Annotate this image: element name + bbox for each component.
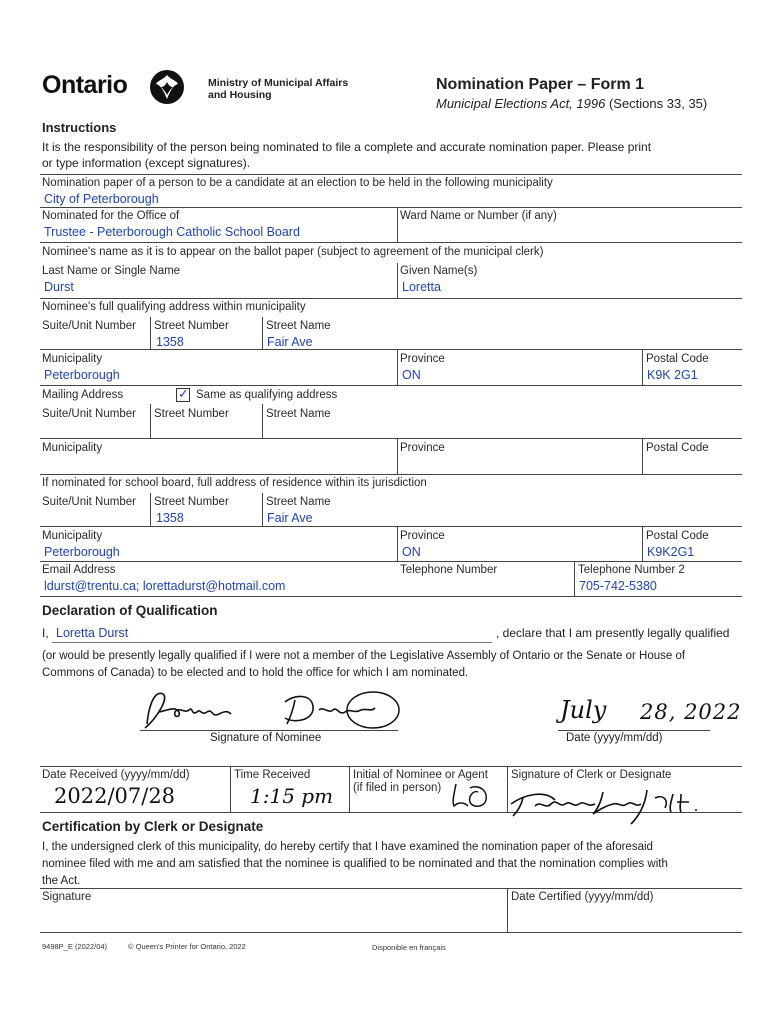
rule — [40, 561, 742, 562]
qual-postal-label: Postal Code — [646, 353, 709, 365]
nominee-signature — [135, 684, 415, 732]
certification-signature-label: Signature — [42, 891, 92, 903]
handwritten-date-rest: 28, 2022 — [640, 700, 742, 724]
school-street-number-value[interactable]: 1358 — [156, 511, 184, 525]
date-label: Date (yyyy/mm/dd) — [566, 732, 663, 744]
school-municipality-value[interactable]: Peterborough — [44, 545, 120, 559]
rule — [642, 349, 643, 385]
ministry-line-1: Ministry of Municipal Affairs — [208, 77, 349, 89]
municipality-value[interactable]: City of Peterborough — [44, 192, 159, 206]
act-sections: (Sections 33, 35) — [605, 96, 708, 111]
rule — [40, 385, 742, 386]
initial-label-1: Initial of Nominee or Agent — [353, 769, 488, 781]
instructions-line-2: or type information (except signatures). — [42, 156, 251, 170]
rule — [397, 263, 398, 298]
ministry-line-2: and Housing — [208, 89, 272, 101]
municipality-label: Nomination paper of a person to be a candidate at an election to be held in the following municipality — [42, 177, 553, 189]
qual-municipality-label: Municipality — [42, 353, 103, 365]
rule — [40, 242, 742, 243]
school-street-name-label: Street Name — [266, 496, 331, 508]
ontario-wordmark: Ontario — [42, 71, 128, 99]
phone2-label: Telephone Number 2 — [578, 564, 685, 576]
school-province-value[interactable]: ON — [402, 545, 421, 559]
handwritten-date-month: July — [560, 696, 607, 724]
mail-street-name-label: Street Name — [266, 408, 331, 420]
rule — [150, 404, 151, 438]
receipt-divider — [349, 766, 350, 812]
rule — [262, 317, 263, 349]
qual-municipality-value[interactable]: Peterborough — [44, 368, 120, 382]
rule — [150, 317, 151, 349]
rule — [262, 493, 263, 526]
email-label: Email Address — [42, 564, 116, 576]
mail-municipality-label: Municipality — [42, 442, 103, 454]
rule — [642, 526, 643, 561]
trillium-logo-icon — [148, 68, 186, 106]
office-value[interactable]: Trustee - Peterborough Catholic School Board — [44, 225, 300, 239]
nominee-initials — [448, 780, 496, 810]
time-received-label: Time Received — [234, 769, 311, 781]
certification-bottom-rule — [40, 932, 742, 933]
certification-line-2: nominee filed with me and am satisfied that the nominee is qualified to be nominated and that the nomination complies with — [42, 858, 668, 870]
checkmark-icon: ✓ — [178, 386, 189, 401]
rule — [262, 404, 263, 438]
declaration-line-3: Commons of Canada) to be elected and to hold the office for which I am nominated. — [42, 667, 469, 679]
time-received-value: 1:15 pm — [250, 784, 334, 808]
copyright: © Queen's Printer for Ontario, 2022 — [128, 942, 246, 951]
last-name-label: Last Name or Single Name — [42, 265, 181, 277]
school-postal-label: Postal Code — [646, 530, 709, 542]
nominee-signature-line — [140, 730, 398, 731]
school-street-name-value[interactable]: Fair Ave — [267, 511, 313, 525]
given-name-label: Given Name(s) — [400, 265, 478, 277]
receipt-divider — [230, 766, 231, 812]
rule — [642, 438, 643, 474]
qual-street-name-label: Street Name — [266, 320, 331, 332]
phone2-value[interactable]: 705-742-5380 — [579, 579, 657, 593]
date-certified-label: Date Certified (yyyy/mm/dd) — [511, 891, 654, 903]
school-suite-label: Suite/Unit Number — [42, 496, 136, 508]
qualifying-address-label: Nominee's full qualifying address within municipality — [42, 301, 306, 313]
rule — [40, 474, 742, 475]
act-name: Municipal Elections Act, 1996 — [436, 96, 606, 111]
initial-label-2: (if filed in person) — [353, 782, 442, 794]
last-name-value[interactable]: Durst — [44, 280, 74, 294]
header — [0, 0, 770, 120]
receipt-top-rule — [40, 766, 742, 767]
instructions-line-1: It is the responsibility of the person being nominated to file a complete and accurate nomination paper. Please print — [42, 140, 652, 154]
school-address-label: If nominated for school board, full address of residence within its jurisdiction — [42, 477, 427, 489]
mail-suite-label: Suite/Unit Number — [42, 408, 136, 420]
nominee-signature-label: Signature of Nominee — [210, 732, 322, 744]
certification-line-3: the Act. — [42, 875, 81, 887]
clerk-signature — [505, 780, 725, 828]
email-value[interactable]: ldurst@trentu.ca; lorettadurst@hotmail.com — [44, 579, 286, 593]
declaration-heading: Declaration of Qualification — [42, 603, 218, 618]
qual-province-value[interactable]: ON — [402, 368, 421, 382]
certification-divider — [507, 888, 508, 932]
school-postal-value[interactable]: K9K2G1 — [647, 545, 695, 559]
date-received-label: Date Received (yyyy/mm/dd) — [42, 769, 190, 781]
qual-street-number-label: Street Number — [154, 320, 229, 332]
ballot-name-label: Nominee's name as it is to appear on the ballot paper (subject to agreement of the municipal clerk) — [42, 246, 544, 258]
declaration-suffix: , declare that I am presently legally qualified — [496, 626, 730, 640]
given-name-value[interactable]: Loretta — [402, 280, 441, 294]
qual-province-label: Province — [400, 353, 445, 365]
mail-province-label: Province — [400, 442, 445, 454]
form-code: 9498P_E (2022/04) — [42, 942, 108, 951]
rule — [397, 349, 398, 385]
declaration-name-line — [52, 642, 492, 643]
same-address-checkbox[interactable] — [176, 388, 190, 402]
certification-line-1: I, the undersigned clerk of this municipality, do hereby certify that I have examined the nomination paper of the aforesaid — [42, 841, 653, 853]
school-street-number-label: Street Number — [154, 496, 229, 508]
clerk-signature-label: Signature of Clerk or Designate — [511, 769, 672, 781]
same-address-label: Same as qualifying address — [196, 389, 338, 401]
certification-top-rule — [40, 888, 742, 889]
declaration-prefix: I, — [42, 626, 49, 640]
instructions-heading: Instructions — [42, 120, 117, 135]
date-received-value: 2022/07/28 — [54, 784, 176, 808]
rule — [40, 438, 742, 439]
rule — [40, 596, 742, 597]
rule — [574, 561, 575, 596]
qual-suite-label: Suite/Unit Number — [42, 320, 136, 332]
rule — [40, 526, 742, 527]
declaration-line-2: (or would be presently legally qualified if I were not a member of the Legislative Assembly of Ontario or the Senate or House of — [42, 650, 686, 662]
mail-street-number-label: Street Number — [154, 408, 229, 420]
date-line — [558, 730, 710, 731]
rule — [40, 174, 742, 175]
mail-postal-label: Postal Code — [646, 442, 709, 454]
rule — [40, 207, 742, 208]
rule — [397, 207, 398, 242]
ward-label: Ward Name or Number (if any) — [400, 210, 557, 222]
rule — [397, 526, 398, 561]
act-reference — [436, 96, 707, 111]
rule — [397, 438, 398, 474]
mailing-address-label: Mailing Address — [42, 389, 124, 401]
qual-postal-value[interactable]: K9K 2G1 — [647, 368, 698, 382]
qual-street-number-value[interactable]: 1358 — [156, 335, 184, 349]
school-municipality-label: Municipality — [42, 530, 103, 542]
form-title: Nomination Paper – Form 1 — [436, 76, 645, 93]
phone-label: Telephone Number — [400, 564, 498, 576]
school-province-label: Province — [400, 530, 445, 542]
rule — [150, 493, 151, 526]
qual-street-name-value[interactable]: Fair Ave — [267, 335, 313, 349]
office-label: Nominated for the Office of — [42, 210, 180, 222]
declaration-name[interactable]: Loretta Durst — [56, 626, 129, 640]
certification-heading: Certification by Clerk or Designate — [42, 819, 264, 834]
french-availability: Disponible en français — [372, 943, 446, 952]
rule — [40, 298, 742, 299]
rule — [40, 349, 742, 350]
